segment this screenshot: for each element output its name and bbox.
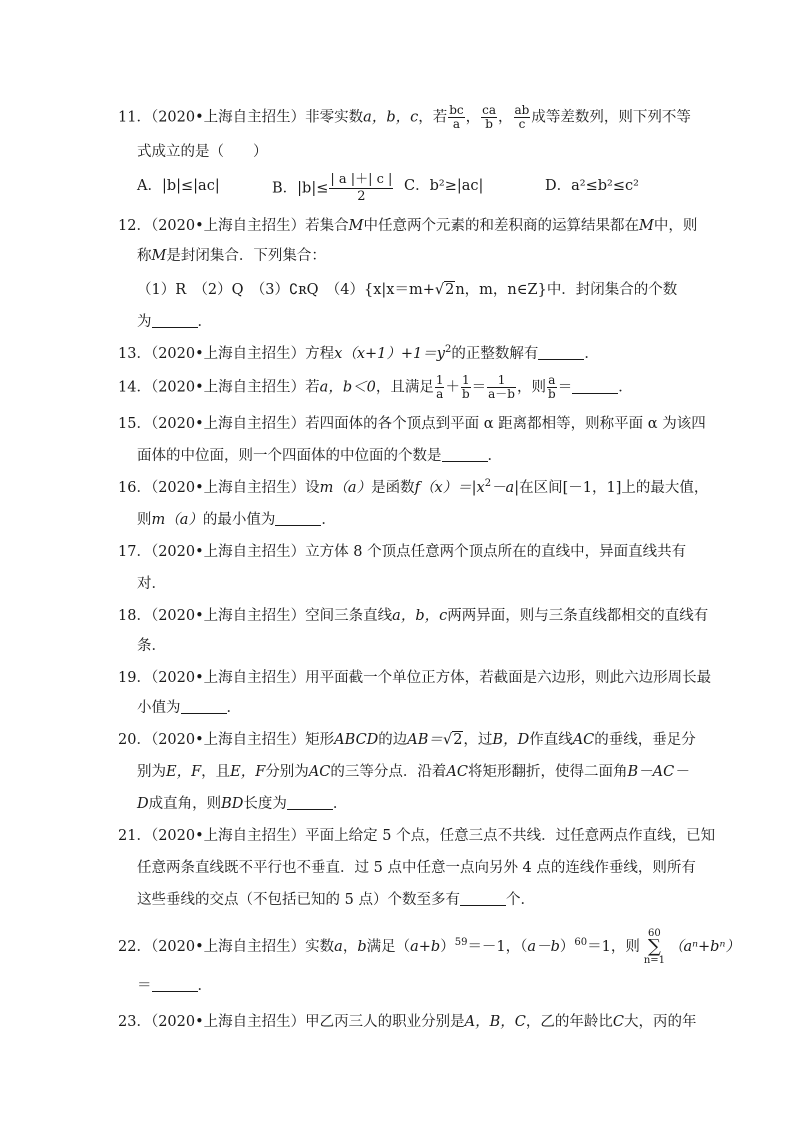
- answer-blank[interactable]: [442, 449, 488, 462]
- question-16-line2: 则m（a）的最小值为 ．: [137, 512, 336, 528]
- question-21: 21．（2020•上海自主招生）平面上给定 5 个点，任意三点不共线．过任意两点作直线，已知: [118, 828, 716, 844]
- question-12: 12．（2020•上海自主招生）若集合M中任意两个元素的和差积商的运算结果都在M中，则: [118, 218, 698, 234]
- question-15-line2: 面体的中位面，则一个四面体的中位面的个数是 ．: [137, 448, 502, 464]
- question-21-line3: 这些垂线的交点（不包括已知的 5 点）个数至多有 个．: [137, 892, 535, 908]
- question-20-line3: D成直角，则BD长度为 ．: [137, 796, 348, 812]
- question-18: 18．（2020•上海自主招生）空间三条直线a，b，c两两异面，则与三条直线都相交的直线有: [118, 608, 709, 624]
- question-18-line2: 条．: [137, 638, 166, 654]
- question-23: 23．（2020•上海自主招生）甲乙丙三人的职业分别是A，B，C，乙的年龄比C大，丙的年: [118, 1014, 697, 1030]
- question-19: 19．（2020•上海自主招生）用平面截一个单位正方体，若截面是六边形，则此六边形周长最: [118, 670, 712, 686]
- question-19-line2: 小值为 ．: [137, 700, 241, 716]
- question-17-line2: 对．: [137, 576, 166, 592]
- question-17: 17．（2020•上海自主招生）立方体 8 个顶点任意两个顶点所在的直线中，异面直线共有: [118, 544, 687, 560]
- question-11-line2: 式成立的是（ ）: [137, 144, 268, 160]
- option-a: A．|b|≤|ac|: [137, 178, 220, 194]
- answer-blank[interactable]: [287, 797, 333, 810]
- answer-blank[interactable]: [152, 315, 198, 328]
- question-11: 11．（2020•上海自主招生）非零实数a，b，c，若 $\frac{bc}{a}$ ， $\frac{ca}{b}$ ， $\frac{ab}{c}$ 成等差数列，则下列不等: [118, 103, 691, 131]
- question-12-line3: （1）R （2）Q （3）∁ʀQ （4）{x|x＝m+√2n，m，n∈Z}中．封闭集合的个数: [137, 282, 678, 298]
- answer-blank[interactable]: [572, 381, 618, 394]
- answer-blank[interactable]: [275, 513, 321, 526]
- answer-blank[interactable]: [538, 347, 584, 360]
- option-d: D．a²≤b²≤c²: [545, 178, 639, 194]
- question-21-line2: 任意两条直线既不平行也不垂直．过 5 点中任意一点向另外 4 点的连线作垂线，则所有: [137, 860, 696, 876]
- answer-blank[interactable]: [460, 893, 506, 906]
- question-12-line2: 称M是封闭集合．下列集合：: [137, 248, 326, 264]
- question-12-line4: 为 ．: [137, 314, 212, 330]
- question-20: 20．（2020•上海自主招生）矩形ABCD的边AB＝√2，过B，D作直线AC的垂线，垂足分: [118, 732, 696, 748]
- question-15: 15．（2020•上海自主招生）若四面体的各个顶点到平面 α 距离都相等，则称平面 α 为该四: [118, 416, 706, 432]
- question-14: 14．（2020•上海自主招生）若a，b＜0，且满足 $\frac{1}{a}$ ＋ $\frac{1}{b}$ ＝ $\frac{1}{a-b}$ ，则 $\frac{a}{b}$ ＝ ．: [118, 373, 633, 401]
- option-b: B．|b|≤ $\frac{| a |+| c |}{2}$: [272, 172, 393, 204]
- summation: 60 ∑ n=1: [643, 928, 666, 966]
- question-22-line2: ＝ ．: [137, 978, 212, 994]
- question-22: 22．（2020•上海自主招生）实数a，b满足$(a+b)^{59}=-1$，$(a-b)^{60}=1$，则60 ∑ n=1（aⁿ+bⁿ）: [118, 928, 740, 966]
- option-c: C．b²≥|ac|: [404, 178, 484, 194]
- question-13: 13．（2020•上海自主招生）方程$x(x+1)+1=y^2$的正整数解有 ．: [118, 344, 599, 362]
- answer-blank[interactable]: [181, 701, 227, 714]
- question-20-line2: 别为E，F，且E，F分别为AC的三等分点．沿着AC将矩形翻折，使得二面角B－AC－: [137, 764, 689, 780]
- answer-blank[interactable]: [152, 979, 198, 992]
- question-16: 16．（2020•上海自主招生）设m（a）是函数$f(x)=|x^2-a|$在区间[－1，1]上的最大值，: [118, 478, 709, 496]
